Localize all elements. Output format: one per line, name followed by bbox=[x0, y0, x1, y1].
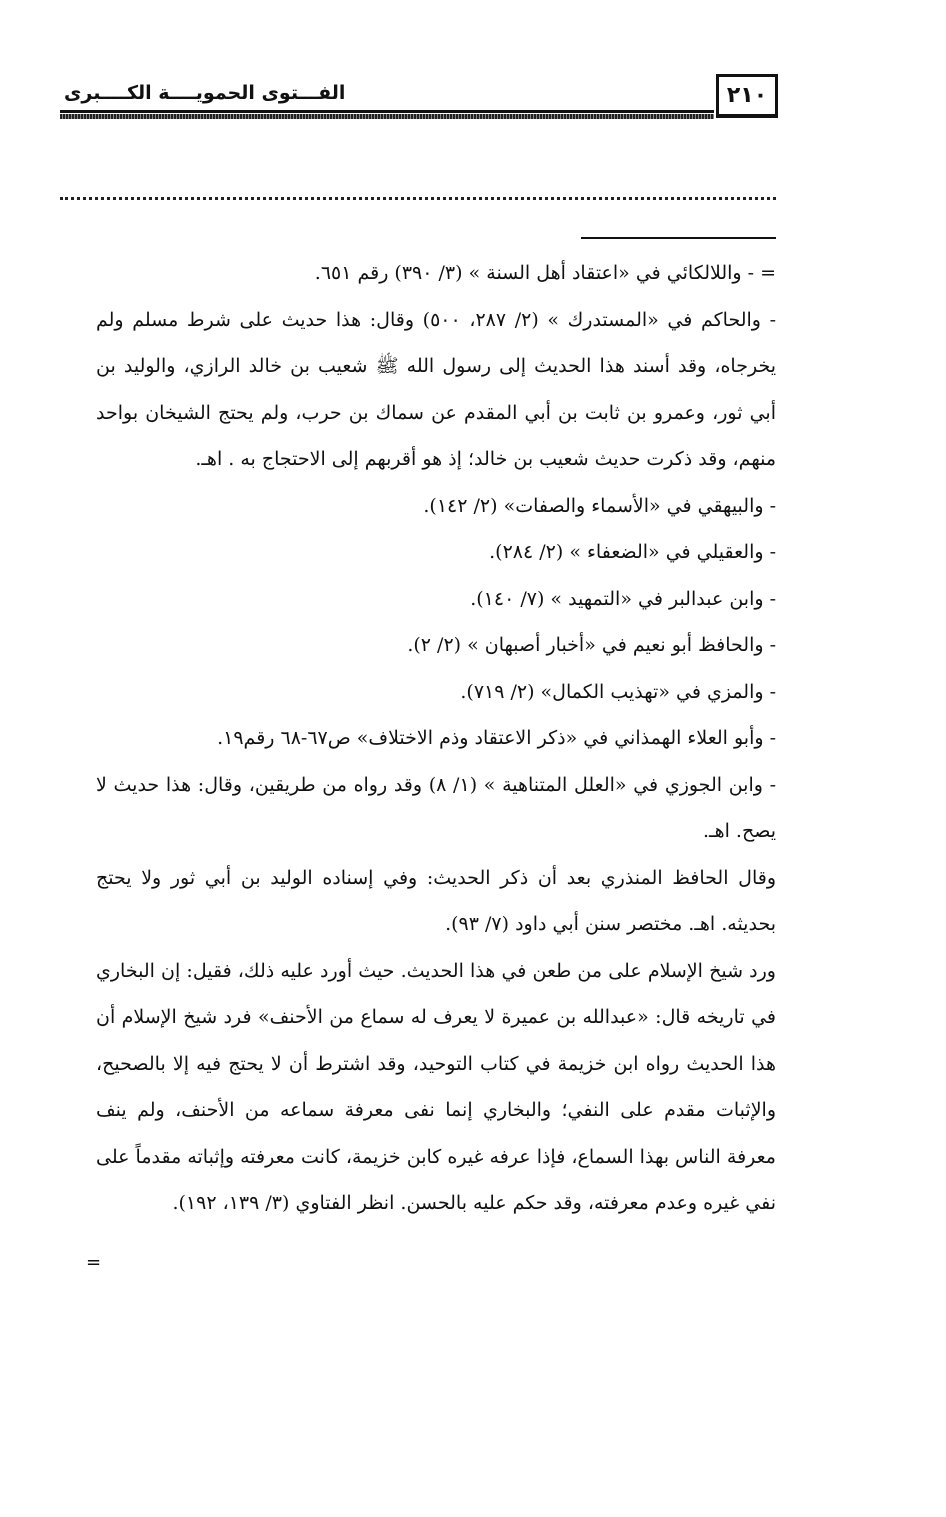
footnote-text bbox=[96, 250, 776, 1227]
running-title: الفـــتوى الحمويــــة الكــــبرى bbox=[64, 82, 346, 104]
footnote-paragraph-shaykh-islam: ورد شيخ الإسلام على من طعن في هذا الحديث. حيث أورد عليه ذلك، فقيل: إن البخاري في تاريخه قال: «عبدالله بن عميرة لا يعرف له سماع من الأحنف» فرد شيخ الإسلام أن هذا الحديث رواه ابن خزيمة في كتاب التوحيد، وقد اشترط أن لا يحتج فيه إلا بالصحيح، والإثبات مقدم على النفي؛ والبخاري إنما نفى معرفة سماعه من الأحنف، ولم ينف معرفة الناس بهذا السماع، فإذا عرفه غيره كابن خزيمة، كانت معرفته وإثباته مقدماً على نفي غيره وعدم معرفته، وقد حكم عليه بالحسن. انظر الفتاوي (٣/ ١٣٩، ١٩٢). bbox=[96, 959, 776, 1214]
footnote-line-ibn-abdulbarr: - وابن عبدالبر في «التمهيد » (٧/ ١٤٠). bbox=[470, 587, 776, 610]
dotted-separator bbox=[60, 197, 776, 200]
footnote-line-lalakai: = - واللالكائي في «اعتقاد أهل السنة » (٣/ ٣٩٠) رقم ٦٥١. bbox=[314, 262, 776, 284]
footnote-line-hamadhani: - وأبو العلاء الهمذاني في «ذكر الاعتقاد وذم الاختلاف» ص٦٧-٦٨ رقم١٩. bbox=[217, 727, 776, 749]
header-hatched-rule bbox=[60, 114, 714, 119]
footnote-paragraph-ibn-jawzi: - وابن الجوزي في «العلل المتناهية » (١/ ٨) وقد رواه من طريقين، وقال: هذا حديث لا يصح. اهـ. bbox=[96, 773, 776, 842]
footnote-line-abu-nuaym: - والحافظ أبو نعيم في «أخبار أصبهان » (٢/ ٢). bbox=[407, 634, 776, 656]
page-number: ٢١٠ bbox=[716, 74, 778, 118]
footnote-line-uqayli: - والعقيلي في «الضعفاء » (٢/ ٢٨٤). bbox=[489, 541, 776, 563]
header-rule bbox=[60, 110, 714, 113]
footnote-line-mizzi: - والمزي في «تهذيب الكمال» (٢/ ٧١٩). bbox=[460, 680, 776, 703]
footnote-rule bbox=[581, 237, 776, 239]
continuation-mark: = bbox=[86, 1252, 102, 1273]
footnote-paragraph-hakim: - والحاكم في «المستدرك » (٢/ ٢٨٧، ٥٠٠) وقال: هذا حديث على شرط مسلم ولم يخرجاه، وقد أسند هذا الحديث إلى رسول الله ﷺ شعيب بن خالد الرازي، والوليد بن أبي ثور، وعمرو بن ثابت بن أبي المقدم عن سماك بن حرب، ولم يحتج الشيخان بواحد منهم، وقد ذكرت حديث شعيب بن خالد؛ إذ هو أقربهم إلى الاحتجاج به . اهـ. bbox=[96, 308, 776, 470]
page-header bbox=[60, 74, 778, 124]
footnote-paragraph-mundhiri: وقال الحافظ المنذري بعد أن ذكر الحديث: وفي إسناده الوليد بن أبي ثور ولا يحتج بحديثه. اهـ. مختصر سنن أبي داود (٧/ ٩٣). bbox=[96, 866, 776, 935]
footnote-line-bayhaqi: - والبيهقي في «الأسماء والصفات» (٢/ ١٤٢). bbox=[423, 494, 776, 517]
